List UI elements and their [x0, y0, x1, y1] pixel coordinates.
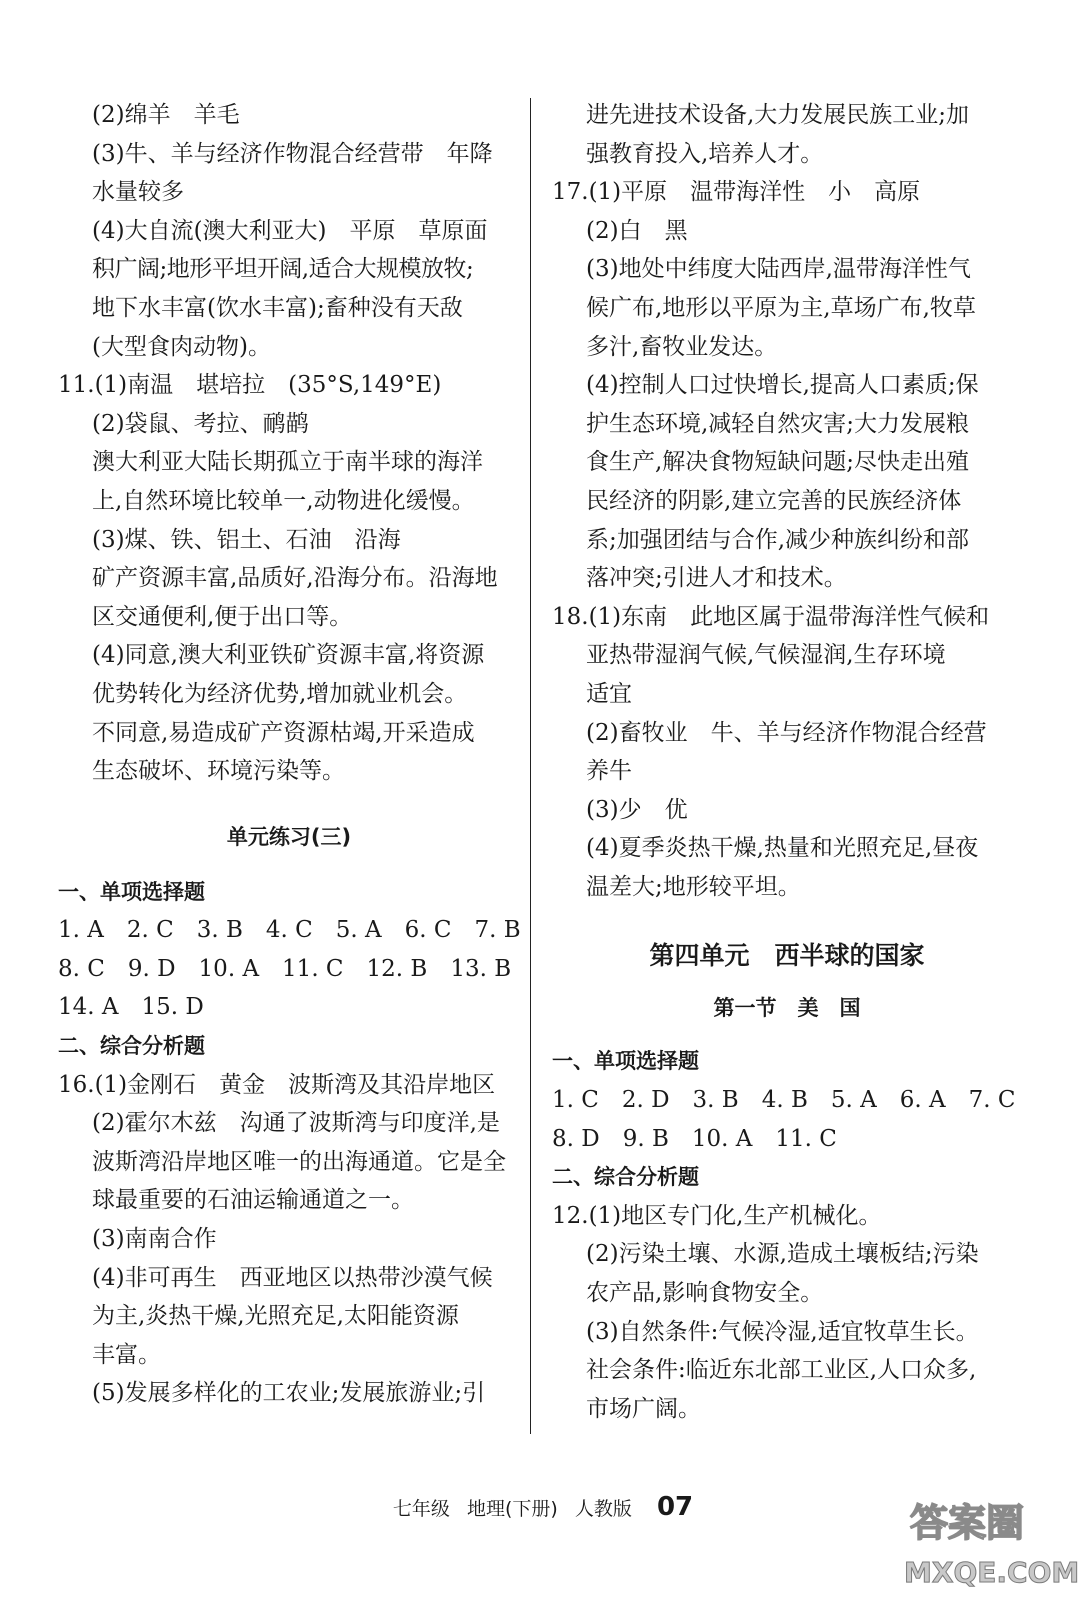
- text-line: 区交通便利,便于出口等。: [92, 603, 353, 630]
- text-line: 温差大;地形较平坦。: [586, 873, 801, 900]
- section-heading-choice: 一、单项选择题: [58, 879, 205, 904]
- text-line: (2)绵羊 羊毛: [92, 102, 240, 128]
- section-heading-analysis: 二、综合分析题: [58, 1034, 205, 1059]
- text-line: 生态破坏、环境污染等。: [92, 758, 345, 785]
- footer-subject: 地理(下册): [466, 1498, 558, 1520]
- left-block-a: [58, 96, 520, 366]
- left-block-b: [58, 405, 520, 791]
- footer-grade: 七年级: [392, 1498, 450, 1520]
- answer-line: 1. C 2. D 3. B 4. B 5. A 6. A 7. C: [552, 1087, 1016, 1114]
- answer-line: 8. C 9. D 10. A 11. C 12. B 13. B: [58, 955, 512, 982]
- text-line: (2)污染土壤、水源,造成土壤板结;污染: [586, 1241, 979, 1268]
- text-line: 养牛: [586, 758, 632, 785]
- text-line: 为主,炎热干燥,光照充足,太阳能资源: [92, 1303, 459, 1330]
- right-block-b: [552, 212, 1022, 598]
- text-line: (4)同意,澳大利亚铁矿资源丰富,将资源: [92, 642, 485, 669]
- text-line: 适宜: [586, 680, 632, 707]
- watermark-text: 答案圈: [910, 1501, 1025, 1545]
- column-divider: [530, 98, 531, 1434]
- text-line: (2)白 黑: [586, 217, 688, 244]
- answer-line: 1. A 2. C 3. B 4. C 5. A 6. C 7. B: [58, 917, 521, 944]
- section-heading-choice: 一、单项选择题: [552, 1049, 699, 1074]
- text-line: (2)畜牧业 牛、羊与经济作物混合经营: [586, 719, 987, 746]
- text-line: (4)控制人口过快增长,提高人口素质;保: [586, 372, 979, 399]
- text-line: 市场广阔。: [586, 1395, 701, 1422]
- text-line: 候广布,地形以平原为主,草场广布,牧草: [586, 294, 976, 321]
- question-12-line: 12.(1)地区专门化,生产机械化。: [552, 1202, 882, 1229]
- section-heading-analysis: 二、综合分析题: [552, 1165, 699, 1190]
- text-line: 不同意,易造成矿产资源枯竭,开采造成: [92, 719, 475, 746]
- text-line: 澳大利亚大陆长期孤立于南半球的海洋: [92, 449, 483, 476]
- unit-3-title: 单元练习(三): [226, 824, 352, 849]
- left-column: [58, 96, 520, 1413]
- text-line: 多汁,畜牧业发达。: [586, 333, 778, 360]
- section-title: 第一节 美 国: [713, 996, 861, 1021]
- question-18-line: 18.(1)东南 此地区属于温带海洋性气候和: [552, 603, 990, 630]
- text-line: 球最重要的石油运输通道之一。: [92, 1187, 414, 1214]
- text-line: (3)少 优: [586, 796, 688, 823]
- text-line: 积广阔;地形平坦开阔,适合大规模放牧;: [92, 256, 474, 283]
- text-line: (3)自然条件:气候冷湿,适宜牧草生长。: [586, 1318, 979, 1345]
- choice-answers: [552, 1081, 1022, 1158]
- left-block-c: [58, 1104, 520, 1413]
- text-line: 亚热带湿润气候,气候湿润,生存环境: [586, 642, 946, 669]
- text-line: (4)夏季炎热干燥,热量和光照充足,昼夜: [586, 835, 979, 862]
- text-line: 矿产资源丰富,品质好,沿海分布。沿海地: [92, 565, 498, 592]
- text-line: (4)非可再生 西亚地区以热带沙漠气候: [92, 1264, 493, 1291]
- right-block-a: [552, 96, 1022, 173]
- text-line: (2)袋鼠、考拉、鸸鹋: [92, 410, 309, 437]
- text-line: (3)南南合作: [92, 1226, 217, 1253]
- text-line: 强教育投入,培养人才。: [586, 140, 824, 167]
- text-line: 食生产,解决食物短缺问题;尽快走出殖: [586, 449, 970, 476]
- text-line: (5)发展多样化的工农业;发展旅游业;引: [92, 1380, 486, 1407]
- text-line: (3)牛、羊与经济作物混合经营带 年降: [92, 140, 493, 167]
- text-line: (3)煤、铁、铝土、石油 沿海: [92, 526, 401, 553]
- text-line: 系;加强团结与合作,减少种族纠纷和部: [586, 526, 970, 553]
- text-line: 社会条件:临近东北部工业区,人口众多,: [586, 1357, 977, 1384]
- answer-line: 14. A 15. D: [58, 994, 204, 1021]
- text-line: 进先进技术设备,大力发展民族工业;加: [586, 102, 970, 128]
- watermark-logo: [900, 1492, 1080, 1592]
- text-line: 丰富。: [92, 1341, 161, 1368]
- text-line: 护生态环境,减轻自然灾害;大力发展粮: [586, 410, 970, 437]
- text-line: (3)地处中纬度大陆西岸,温带海洋性气: [586, 256, 971, 283]
- text-line: 农产品,影响食物安全。: [586, 1280, 824, 1307]
- text-line: (大型食肉动物)。: [92, 333, 271, 360]
- right-block-d: [552, 1235, 1022, 1428]
- text-line: 波斯湾沿岸地区唯一的出海通道。它是全: [92, 1148, 506, 1175]
- answer-line: 8. D 9. B 10. A 11. C: [552, 1125, 837, 1152]
- choice-answers: [58, 911, 520, 1027]
- unit-4-title: 第四单元 西半球的国家: [649, 941, 925, 971]
- footer-edition: 人教版: [574, 1498, 632, 1520]
- text-line: 上,自然环境比较单一,动物进化缓慢。: [92, 487, 475, 514]
- text-line: 落冲突;引进人才和技术。: [586, 565, 847, 592]
- right-column: [552, 96, 1022, 1428]
- text-line: (4)大自流(澳大利亚大) 平原 草原面: [92, 217, 488, 244]
- page-number: 07: [656, 1492, 694, 1522]
- text-line: 优势转化为经济优势,增加就业机会。: [92, 680, 468, 707]
- question-11-line: 11.(1)南温 堪培拉 (35°S,149°E): [58, 372, 442, 399]
- right-block-c: [552, 636, 1022, 906]
- watermark-url: MXQE.COM: [904, 1556, 1080, 1589]
- question-16-line: 16.(1)金刚石 黄金 波斯湾及其沿岸地区: [58, 1071, 496, 1098]
- text-line: (2)霍尔木兹 沟通了波斯湾与印度洋,是: [92, 1110, 500, 1137]
- text-line: 民经济的阴影,建立完善的民族经济体: [586, 487, 962, 514]
- question-17-line: 17.(1)平原 温带海洋性 小 高原: [552, 179, 921, 206]
- text-line: 地下水丰富(饮水丰富);畜种没有天敌: [92, 294, 463, 321]
- text-line: 水量较多: [92, 179, 184, 206]
